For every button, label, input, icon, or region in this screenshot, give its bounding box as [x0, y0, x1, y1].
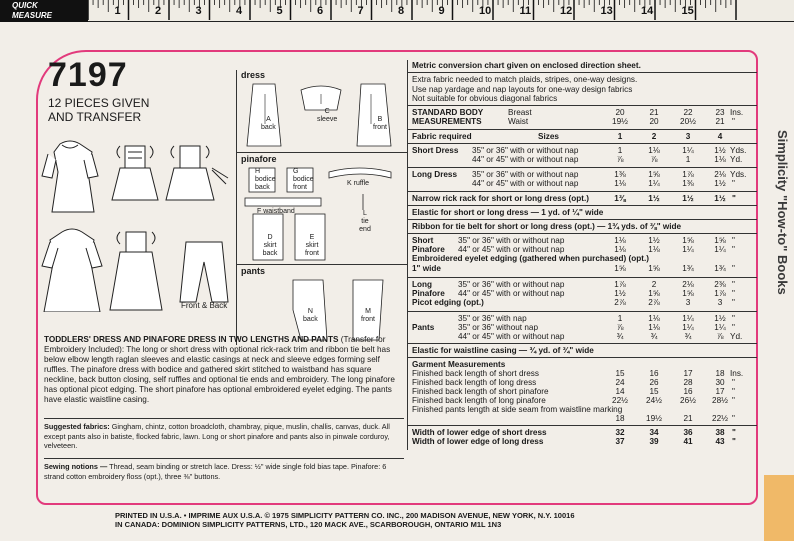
waist-label: Waist: [508, 117, 529, 127]
chart-value: 1½: [682, 194, 694, 204]
metric-note-row: [408, 60, 757, 73]
chart-value: 1⅝: [682, 236, 694, 246]
chart-value: ¾: [650, 332, 658, 342]
chart-value: 20½: [680, 117, 696, 127]
ditto-6: ": [732, 264, 735, 274]
rick-rack-row: [408, 192, 757, 206]
chart-value: 1½: [714, 314, 726, 324]
piece-m-name: front: [361, 316, 376, 323]
piece-l-name: tie end: [359, 218, 371, 233]
g5-label: Finished pants length at side seam from waistline marking: [412, 405, 623, 415]
short-dress-label: Short Dress: [412, 146, 459, 156]
garment-measurements-row: [408, 358, 757, 426]
ins-unit: Ins.: [730, 108, 744, 118]
quick-measure-ruler: [0, 0, 794, 22]
chart-value: 1¾: [714, 264, 726, 274]
chart-value: 4: [717, 132, 723, 142]
fabric-required-label: Fabric required: [412, 132, 472, 142]
chart-value: 30: [715, 378, 725, 388]
ruler-label: [0, 0, 88, 22]
metric-note: Metric conversion chart given on enclosed direction sheet.: [412, 61, 641, 70]
sewing-notions: [44, 458, 404, 481]
std-body-label-1: STANDARD BODY: [412, 108, 484, 118]
ditto-mark: ": [732, 117, 735, 127]
chart-value: 1⅛: [614, 236, 626, 246]
ruler-number: 6: [317, 5, 324, 17]
chart-value: ¾: [616, 332, 624, 342]
chart-value: 1½: [714, 146, 726, 156]
piece-c-name: sleeve: [317, 116, 338, 123]
piece-n-letter: N: [307, 308, 313, 315]
chart-value: 39: [649, 437, 659, 447]
suggested-fabrics: [44, 418, 404, 451]
short-pinafore-44: 44" or 45" with or without nap: [458, 245, 565, 255]
piece-g: [293, 168, 317, 192]
piece-l: [355, 210, 375, 234]
chart-value: 21: [715, 117, 725, 127]
piece-l-letter: L: [363, 210, 367, 217]
chart-value: 15: [615, 369, 625, 379]
piece-h-name: bodice back: [255, 176, 276, 191]
piece-d-name: skirt back: [262, 242, 278, 257]
extra-fabric-row: [408, 73, 757, 106]
piece-g-letter: G: [293, 168, 299, 175]
pants-pieces: [243, 276, 403, 342]
chart-value: 2⅛: [682, 280, 694, 290]
chart-value: 16: [649, 369, 659, 379]
pants-label: Pants: [412, 323, 435, 333]
pieces-count: [48, 96, 149, 124]
chart-value: 16: [683, 387, 693, 397]
elastic-waist-label: Elastic for waistline casing — ¾ yd. of ¾" wide: [412, 346, 594, 356]
chart-value: 28½: [712, 396, 728, 406]
ruler-number: 4: [236, 5, 243, 17]
pattern-description: [44, 335, 404, 405]
chart-value: 1½: [614, 289, 626, 299]
piece-d: [259, 234, 281, 258]
footer-line1: PRINTED IN U.S.A. • IMPRIME AUX U.S.A. © 1975 SIMPLICITY PATTERN CO. INC., 200 MADISON AVENUE, NEW YORK, N.Y. 10016: [115, 511, 575, 520]
section-dress: dress: [241, 70, 266, 80]
fabrics-label: Suggested fabrics:: [44, 422, 110, 431]
width-row: [408, 426, 757, 450]
chart-value: 1¼: [682, 323, 694, 333]
chart-value: 28: [683, 378, 693, 388]
eyelet-width: 1" wide: [412, 264, 441, 274]
piece-c: [317, 108, 337, 124]
chart-value: 1¼: [714, 245, 726, 255]
long-pinafore-label-1: Long: [412, 280, 433, 290]
pants-illustration: [180, 242, 228, 302]
piece-g-name: bodice front: [293, 176, 314, 191]
fabric-required-row: [408, 130, 757, 144]
pants-35-nap: 35" or 36" with nap: [458, 314, 527, 324]
chart-value: ⅞: [616, 155, 624, 165]
ditto-9: ": [732, 298, 735, 308]
yds-unit-2: Yds.: [730, 170, 747, 180]
chart-value: 24: [615, 378, 625, 388]
spine-text: Simplicity "How-to" Books: [775, 130, 790, 295]
chart-value: 26: [649, 378, 659, 388]
long-pinafore-35: 35" or 36" with or without nap: [458, 280, 565, 290]
front-back-label: Front & Back: [181, 301, 228, 310]
piece-c-letter: C: [324, 108, 330, 115]
chart-value: 1⅛: [614, 245, 626, 255]
footer: [115, 511, 715, 529]
ditto-12: ": [732, 378, 735, 388]
pattern-number: 7197: [48, 56, 128, 94]
ditto-4: ": [732, 236, 735, 246]
long-dress-35: 35" or 36" with or without nap: [472, 170, 579, 180]
chart-value: 1½: [714, 179, 726, 189]
section-pinafore: pinafore: [241, 154, 277, 164]
chart-value: 1⅜: [614, 170, 626, 180]
piece-b-letter: B: [377, 116, 383, 123]
extra-note-2: Use nap yardage and nap layouts for one-way design fabrics: [412, 84, 633, 94]
chart-value: 17: [683, 369, 693, 379]
pants-35-without: 35" or 36" without nap: [458, 323, 539, 333]
chart-value: 1⅛: [648, 323, 660, 333]
chart-value: 2: [651, 132, 657, 142]
chart-value: 1: [617, 132, 623, 142]
chart-value: 43: [715, 437, 725, 447]
short-dress-35: 35" or 36" with or without nap: [472, 146, 579, 156]
chart-value: 1⅞: [714, 289, 726, 299]
ruler-label-line2: MEASURE: [12, 11, 53, 20]
chart-value: 21: [683, 414, 693, 424]
chart-value: 1⅞: [614, 280, 626, 290]
piece-k: [347, 180, 369, 187]
long-pinafore-row: [408, 278, 757, 312]
piece-k-letter: K: [347, 180, 352, 187]
long-pinafore-illustration: [110, 232, 162, 310]
chart-value: 1⅝: [682, 289, 694, 299]
chart-value: 36: [683, 428, 693, 438]
ditto-10: ": [732, 314, 735, 324]
chart-value: 20: [649, 117, 659, 127]
pieces-line1: 12 PIECES GIVEN: [48, 96, 150, 110]
piece-e-letter: E: [309, 234, 315, 241]
chart-value: 1⅝: [614, 264, 626, 274]
g4-label: Finished back length of long pinafore: [412, 396, 546, 406]
ditto-13: ": [732, 387, 735, 397]
ruler-number: 9: [438, 5, 445, 17]
ditto-11: ": [732, 323, 735, 333]
chart-value: 22½: [712, 414, 728, 424]
ruler-number: 14: [641, 5, 654, 17]
chart-value: 1⅝: [714, 236, 726, 246]
chart-value: 1¼: [682, 245, 694, 255]
chart-value: 2⅞: [648, 298, 660, 308]
piece-a-name: back: [261, 124, 276, 131]
pattern-pieces-diagram: [236, 70, 406, 345]
body-measurements-row: [408, 106, 757, 130]
piece-n: [303, 308, 318, 324]
piece-f: [257, 208, 295, 215]
ribbon-row: [408, 220, 757, 234]
fabrics-text: Gingham, chintz, cotton broadcloth, chambray, pique, muslin, challis, canvas, duck. All except pants also in batiste, flocked fabric, lawn. Long or short pinafore and pants also in pinwale corduroy, velveteen.: [44, 422, 390, 450]
ditto-14: ": [732, 396, 735, 406]
chart-value: 15: [649, 387, 659, 397]
chart-value: ⅞: [716, 332, 724, 342]
ditto-15: ": [732, 414, 735, 424]
short-pinafore-row: [408, 234, 757, 278]
ditto-16: ": [732, 428, 736, 438]
long-dress-illustration: [42, 229, 102, 312]
ruler-number: 1: [114, 5, 121, 17]
chart-value: 22: [683, 108, 693, 118]
chart-value: 21: [649, 108, 659, 118]
rick-rack-label: Narrow rick rack for short or long dress (opt.): [412, 194, 589, 204]
breast-label: Breast: [508, 108, 532, 118]
extra-note-1: Extra fabric needed to match plaids, stripes, one-way designs.: [412, 75, 638, 85]
chart-value: 1⅝: [648, 289, 660, 299]
divider-pinafore: [237, 152, 407, 153]
g3-label: Finished back length of short pinafore: [412, 387, 549, 397]
piece-a: [261, 116, 276, 132]
chart-value: 1⅛: [648, 146, 660, 156]
piece-n-name: back: [303, 316, 318, 323]
chart-value: ¾: [684, 332, 692, 342]
extra-note-3: Not suitable for obvious diagonal fabrics: [412, 93, 558, 103]
elastic-dress-row: [408, 206, 757, 220]
chart-value: 2⅛: [714, 170, 726, 180]
chart-value: 18: [615, 414, 625, 424]
chart-value: 26½: [680, 396, 696, 406]
piece-h: [255, 168, 279, 192]
short-dress-row: [408, 144, 757, 168]
chart-value: 1⅜: [614, 194, 626, 204]
chart-value: 22½: [612, 396, 628, 406]
piece-h-letter: H: [255, 168, 261, 175]
ins-unit-2: Ins.: [730, 369, 744, 379]
chart-value: 1¼: [682, 314, 694, 324]
eyelet-label: Embroidered eyelet edging (gathered when purchased) (opt.): [412, 254, 650, 264]
chart-value: 23: [715, 108, 725, 118]
chart-value: 18: [715, 369, 725, 379]
yds-unit: Yds.: [730, 146, 747, 156]
yd-unit: Yd.: [730, 155, 743, 165]
chart-value: 17: [715, 387, 725, 397]
short-dress-illustration: [42, 141, 98, 212]
chart-value: 1⅛: [648, 314, 660, 324]
picot-label: Picot edging (opt.): [412, 298, 484, 308]
chart-value: 1½: [648, 236, 660, 246]
chart-value: 19½: [612, 117, 628, 127]
garment-label: Garment Measurements: [412, 360, 506, 370]
chart-value: 1⅝: [648, 264, 660, 274]
pants-44: 44" or 45" with or without nap: [458, 332, 565, 342]
chart-value: 1⅜: [682, 179, 694, 189]
orange-tab: [764, 475, 794, 541]
chart-value: 1¾: [682, 264, 694, 274]
chart-value: 38: [715, 428, 725, 438]
chart-value: 3: [685, 298, 691, 308]
g6-label: Width of lower edge of short dress: [412, 428, 547, 438]
ditto-3: ": [732, 194, 736, 204]
long-pinafore-label-2: Pinafore: [412, 289, 445, 299]
std-body-label-2: MEASUREMENTS: [412, 117, 482, 127]
short-pinafore-label-1: Short: [412, 236, 434, 246]
chart-value: 2⅞: [614, 298, 626, 308]
short-pinafore-back-illustration: [166, 146, 228, 200]
long-dress-44: 44" or 45" with or without nap: [472, 179, 579, 189]
piece-d-letter: D: [267, 234, 273, 241]
short-pinafore-illustration: [112, 146, 158, 200]
chart-value: 1: [685, 155, 691, 165]
chart-value: 19½: [646, 414, 662, 424]
chart-value: 1¼: [714, 323, 726, 333]
short-pinafore-label-2: Pinafore: [412, 245, 445, 255]
elastic-waist-row: [408, 344, 757, 358]
footer-line2: IN CANADA: DOMINION SIMPLICITY PATTERNS, LTD., 120 MACK AVE., SCARBOROUGH, ONTARIO M1L 1N3: [115, 520, 502, 529]
piece-e: [301, 234, 323, 258]
piece-a-letter: A: [266, 116, 271, 123]
chart-value: 1: [617, 314, 623, 324]
divider-pants: [237, 264, 407, 265]
piece-f-letter: F: [257, 208, 262, 215]
chart-value: 3: [717, 298, 723, 308]
ruler-number: 12: [560, 5, 573, 17]
ruler-number: 5: [276, 5, 283, 17]
yd-unit-2: Yd.: [730, 332, 743, 342]
chart-value: 1⅞: [682, 170, 694, 180]
short-pinafore-35: 35" or 36" with or without nap: [458, 236, 565, 246]
g7-label: Width of lower edge of long dress: [412, 437, 544, 447]
chart-value: 24½: [646, 396, 662, 406]
chart-value: 1½: [714, 194, 726, 204]
ruler-number: 8: [398, 5, 405, 17]
chart-value: 2: [651, 280, 657, 290]
chart-value: 1: [617, 146, 623, 156]
piece-f-name: waistband: [263, 208, 295, 215]
g2-label: Finished back length of long dress: [412, 378, 537, 388]
piece-m-letter: M: [365, 308, 371, 315]
sizes-label: Sizes: [538, 132, 559, 142]
section-pants: pants: [241, 266, 266, 276]
long-pinafore-44: 44" or 45" with or without nap: [458, 289, 565, 299]
g1-label: Finished back length of short dress: [412, 369, 539, 379]
ditto-7: ": [732, 280, 735, 290]
description-title: TODDLERS' DRESS AND PINAFORE DRESS IN TWO LENGTHS AND PANTS: [44, 335, 339, 344]
chart-value: 37: [615, 437, 625, 447]
ditto-8: ": [732, 289, 735, 299]
chart-value: 41: [683, 437, 693, 447]
chart-value: 1⅛: [714, 155, 726, 165]
chart-value: 1¼: [648, 179, 660, 189]
chart-value: 3: [685, 132, 691, 142]
ditto-2: ": [732, 179, 735, 189]
piece-e-name: skirt front: [304, 242, 319, 257]
yardage-chart: [407, 60, 757, 450]
ruler-number: 13: [600, 5, 613, 17]
ribbon-label: Ribbon for tie belt for short or long dress (opt.) — 1¾ yds. of ⅜" wide: [412, 222, 682, 232]
ruler-number: 15: [681, 5, 694, 17]
chart-value: 1½: [648, 194, 660, 204]
piece-b: [373, 116, 387, 132]
ruler-label-line1: QUICK: [12, 1, 38, 10]
long-dress-label: Long Dress: [412, 170, 458, 180]
short-dress-44: 44" or 45" with or without nap: [472, 155, 579, 165]
ruler-number: 2: [155, 5, 162, 17]
chart-value: ⅞: [616, 323, 624, 333]
elastic-dress-label: Elastic for short or long dress — 1 yd. of ¼" wide: [412, 208, 604, 218]
garment-illustrations: [40, 132, 240, 312]
chart-value: 1⅛: [614, 179, 626, 189]
notions-label: Sewing notions —: [44, 462, 108, 471]
ruler-number: 7: [357, 5, 364, 17]
notions-text: Thread, seam binding or stretch lace. Dress: ½" wide single fold bias tape. Pinafore: 6 strand cotton embroidery floss (opt.), three ⅜" buttons.: [44, 462, 387, 481]
ruler-number: 3: [195, 5, 202, 17]
piece-m: [361, 308, 375, 324]
chart-value: 32: [615, 428, 625, 438]
description-body: (Transfer for Embroidery Included): The long or short dress with optional rick-rack trim and ribbon tie belt has below elbow length raglan sleeves and elastic casings at neck and sleeve edges forming self ruffles. The pinafore dress with bodice and gathered skirt stitched to waistband has square neckline, back button closing, self ruffles and optional tie ends and embroidery. The long pinafore has optional picot edging. The short pinafore has optional embroidered eyelet edging. The pants have elastic waistline casing.: [44, 335, 395, 404]
long-dress-row: [408, 168, 757, 192]
chart-value: 20: [615, 108, 625, 118]
chart-value: 14: [615, 387, 625, 397]
piece-k-name: ruffle: [353, 180, 370, 187]
chart-value: 1⅛: [648, 245, 660, 255]
pieces-line2: AND TRANSFER: [48, 110, 142, 124]
ruler-number: 10: [479, 5, 492, 17]
piece-b-name: front: [373, 124, 388, 131]
chart-value: 34: [649, 428, 659, 438]
chart-value: ⅞: [650, 155, 658, 165]
chart-value: 1⅝: [648, 170, 660, 180]
ruler-number: 11: [519, 5, 532, 17]
ditto-5: ": [732, 245, 735, 255]
chart-value: 1¼: [682, 146, 694, 156]
chart-value: 2⅜: [714, 280, 726, 290]
ditto-17: ": [732, 437, 736, 447]
pants-row: [408, 312, 757, 344]
